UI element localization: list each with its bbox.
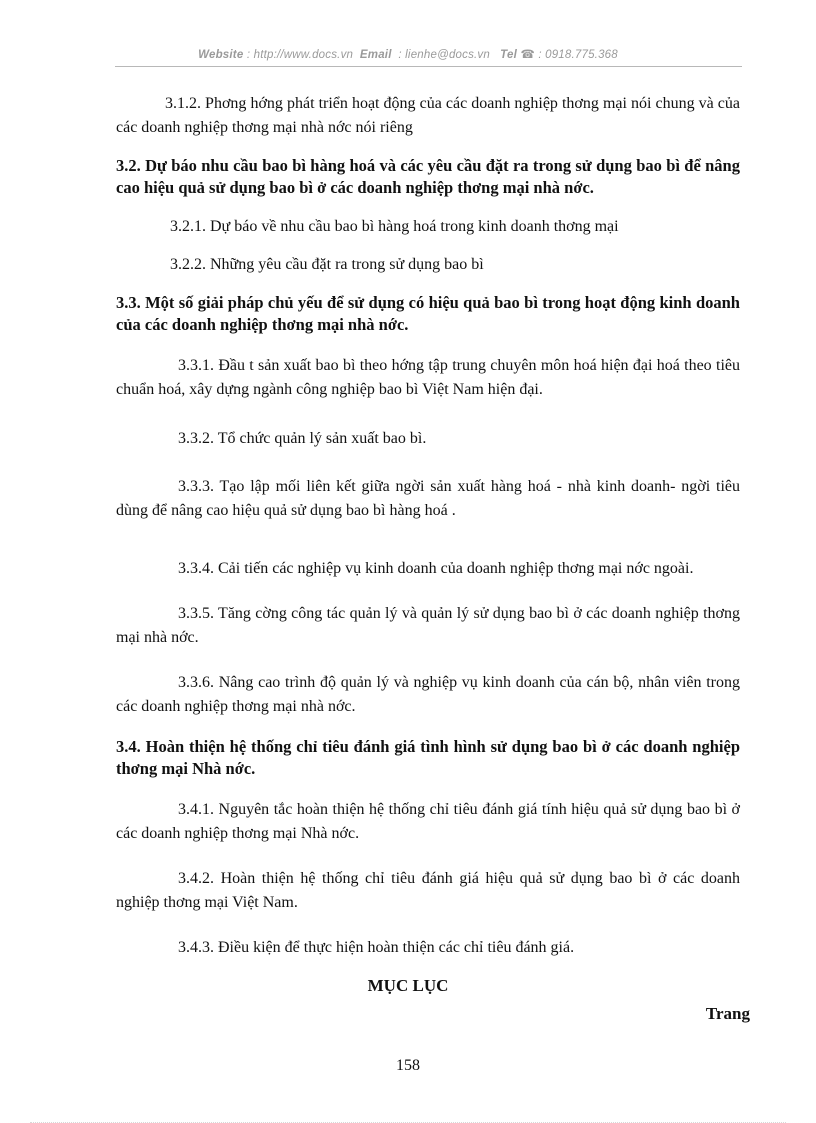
- email-link[interactable]: : lienhe@docs.vn: [398, 49, 490, 61]
- toc-heading-3-2: 3.2. Dự báo nhu cầu bao bì hàng hoá và các yêu cầu đặt ra trong sử dụng bao bì để nâng cao hiệu quả sử dụng bao bì ở các doanh nghiệp thơng mại nhà nớc.: [116, 156, 740, 197]
- toc-entry-3-3-2: 3.3.2. Tổ chức quản lý sản xuất bao bì.: [178, 430, 427, 447]
- toc-heading-3-4: 3.4. Hoàn thiện hệ thống chỉ tiêu đánh giá tình hình sử dụng bao bì ở các doanh nghiệp thơng mại Nhà nớc.: [116, 737, 740, 778]
- toc-entry-3-3-4: 3.3.4. Cải tiến các nghiệp vụ kinh doanh của doanh nghiệp thơng mại nớc ngoài.: [178, 560, 694, 577]
- page-number: 158: [396, 1057, 420, 1074]
- page-header: [0, 47, 816, 61]
- website-label: Website: [198, 49, 244, 61]
- tel-value: : 0918.775.368: [538, 49, 618, 61]
- toc-entry-3-3-6: 3.3.6. Nâng cao trình độ quản lý và nghiệp vụ kinh doanh của cán bộ, nhân viên trong các doanh nghiệp thơng mại nhà nớc.: [116, 674, 740, 715]
- toc-entry-3-3-3: 3.3.3. Tạo lập mối liên kết giữa ngời sản xuất hàng hoá - nhà kinh doanh- ngời tiêu dùng để nâng cao hiệu quả sử dụng bao bì hàng hoá .: [116, 478, 740, 519]
- toc-entry-3-3-5: 3.3.5. Tăng cờng công tác quản lý và quản lý sử dụng bao bì ở các doanh nghiệp thơng mại nhà nớc.: [116, 605, 740, 646]
- toc-entry-3-2-1: 3.2.1. Dự báo về nhu cầu bao bì hàng hoá trong kinh doanh thơng mại: [170, 218, 619, 235]
- tel-label: Tel: [500, 49, 517, 61]
- toc-entry-3-4-3: 3.4.3. Điều kiện để thực hiện hoàn thiện các chỉ tiêu đánh giá.: [178, 939, 575, 956]
- website-link[interactable]: : http://www.docs.vn: [246, 49, 354, 61]
- toc-entry-3-4-2: 3.4.2. Hoàn thiện hệ thống chỉ tiêu đánh giá hiệu quả sử dụng bao bì ở các doanh nghiệp thơng mại Việt Nam.: [116, 870, 740, 911]
- toc-entry-3-4-1: 3.4.1. Nguyên tắc hoàn thiện hệ thống chỉ tiêu đánh giá tính hiệu quả sử dụng bao bì ở các doanh nghiệp thơng mại Nhà nớc.: [116, 801, 740, 842]
- document-body: [116, 92, 740, 960]
- header-divider: [115, 66, 742, 67]
- page-column-label: Trang: [705, 1004, 750, 1023]
- toc-heading-3-3: 3.3. Một số giải pháp chủ yếu để sử dụng có hiệu quả bao bì trong hoạt động kinh doanh của các doanh nghiệp thơng mại nhà nớc.: [116, 293, 740, 334]
- email-label: Email: [359, 49, 392, 61]
- toc-title: MỤC LỤC: [367, 976, 449, 995]
- toc-entry-3-2-2: 3.2.2. Những yêu cầu đặt ra trong sử dụng bao bì: [170, 256, 484, 273]
- toc-entry-3-1-2: 3.1.2. Phơng hớng phát triển hoạt động của các doanh nghiệp thơng mại nói chung và của các doanh nghiệp thơng mại nhà nớc nói riêng: [116, 95, 740, 136]
- telephone-icon: ☎: [520, 49, 535, 61]
- toc-entry-3-3-1: 3.3.1. Đầu t sản xuất bao bì theo hớng tập trung chuyên môn hoá hiện đại hoá theo tiêu chuẩn hoá, xây dựng ngành công nghiệp bao bì Việt Nam hiện đại.: [116, 357, 740, 398]
